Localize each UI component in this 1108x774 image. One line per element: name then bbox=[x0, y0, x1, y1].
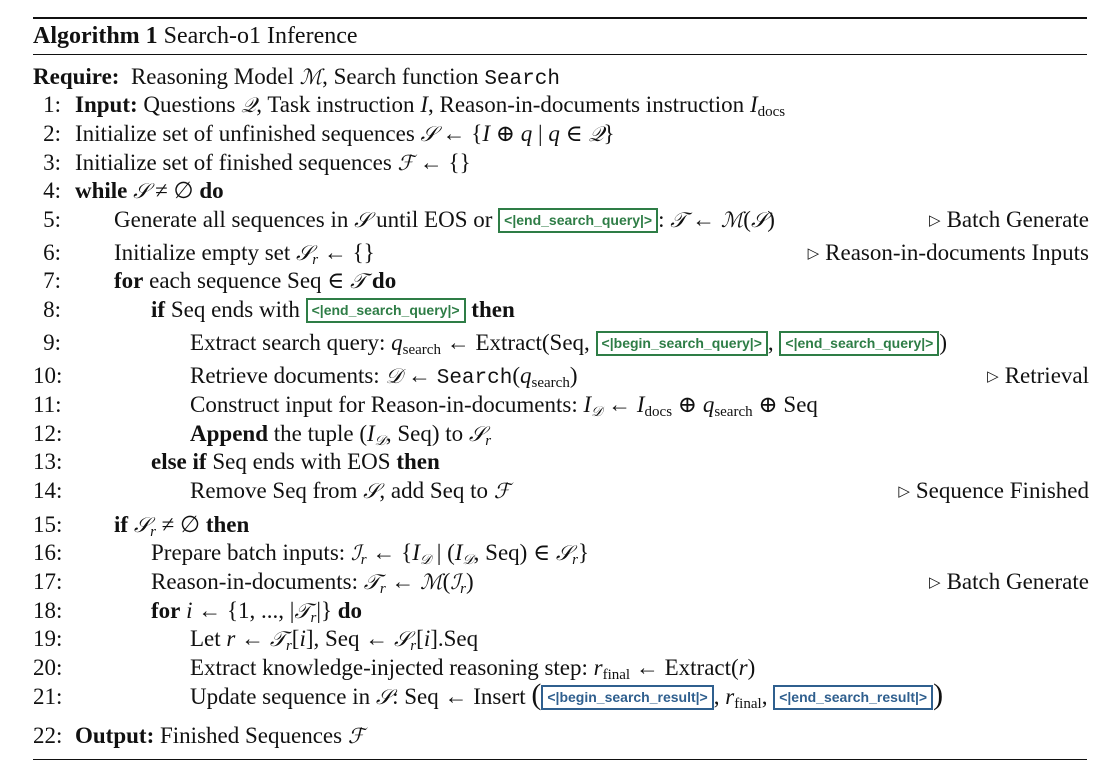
comment-batch-generate-2: ▷ Batch Generate bbox=[929, 569, 1089, 594]
end-search-query-token: <|end_search_query|> bbox=[306, 298, 466, 323]
comment-batch-generate: ▷ Batch Generate bbox=[929, 207, 1089, 232]
bottom-rule bbox=[33, 759, 1087, 760]
algo-line-1: 1: Input: Questions 𝒬, Task instruction I, Reason-in-documents instruction $I_{docs}$ bbox=[43, 92, 786, 120]
algorithm-title: Search-o1 Inference bbox=[163, 23, 358, 49]
algo-line-3: 3: Initialize set of finished sequences ℱ ← {} bbox=[43, 150, 471, 175]
algo-line-15: 15: if 𝒮$_r$ ≠ ∅ then bbox=[33, 512, 250, 540]
require-line: Require: Reasoning Model ℳ, Search function Search bbox=[33, 64, 560, 91]
algo-line-9: 9: Extract search query: $q_{search}$ ← Extract(Seq, <|begin_search_query|> , <|end_search_query|> ) bbox=[43, 330, 947, 358]
algo-line-16: 16: Prepare batch inputs: ℐ$_r$ ← {$I_𝒟$ | ($I_𝒟$, Seq) ∈ 𝒮$_r$} bbox=[33, 540, 590, 568]
algo-line-11: 11: Construct input for Reason-in-documents: $I_𝒟$ ← $I_{docs}$ ⊕ $q_{search}$ ⊕ Seq bbox=[33, 392, 818, 420]
header-rule bbox=[33, 54, 1087, 55]
algo-line-2: 2: Initialize set of unfinished sequences 𝒮 ← {I ⊕ q | q ∈ 𝒬} bbox=[43, 121, 615, 146]
comment-reason-inputs: ▷ Reason-in-documents Inputs bbox=[807, 240, 1089, 265]
algo-line-12: 12: Append the tuple ($I_𝒟$, Seq) to 𝒮$_r$ bbox=[33, 421, 492, 449]
end-search-result-token: <|end_search_result|> bbox=[773, 685, 933, 710]
top-rule bbox=[33, 17, 1087, 19]
algo-line-4: 4: while 𝒮 ≠ ∅ do bbox=[43, 178, 224, 203]
algo-line-14: 14: Remove Seq from 𝒮, add Seq to ℱ ▷ Sequence Finished bbox=[33, 476, 1089, 506]
begin-search-query-token: <|begin_search_query|> bbox=[596, 331, 768, 356]
algo-line-5: 5: Generate all sequences in 𝒮 until EOS or <|end_search_query|> : 𝒯 ← ℳ(𝒮) ▷ Batch Generate bbox=[33, 205, 1089, 235]
end-search-query-token: <|end_search_query|> bbox=[779, 331, 939, 356]
algo-line-8: 8: if Seq ends with <|end_search_query|> then bbox=[43, 297, 515, 322]
algorithm-label: Algorithm 1 bbox=[33, 23, 158, 49]
algo-line-10: 10: Retrieve documents: 𝒟 ← $Search(q_{search})$ ▷ Retrieval bbox=[33, 361, 1089, 391]
comment-retrieval: ▷ Retrieval bbox=[987, 363, 1089, 388]
algo-line-17: 17: Reason-in-documents: 𝒯$_r$ ← ℳ(ℐ$_r$) ▷ Batch Generate bbox=[33, 567, 1089, 597]
begin-search-result-token: <|begin_search_result|> bbox=[541, 685, 713, 710]
require-keyword: Require: bbox=[33, 64, 120, 89]
algo-line-6: 6: Initialize empty set 𝒮$_r$ ← {} ▷ Reason-in-documents Inputs bbox=[33, 238, 1089, 268]
search-function: Search bbox=[484, 68, 560, 91]
algo-line-21: 21: Update sequence in 𝒮: Seq ← Insert ( <|begin_search_result|> , $r_{final}$, <|end_search_result|> ) bbox=[33, 678, 944, 712]
algo-line-13: 13: else if Seq ends with EOS then bbox=[33, 449, 440, 474]
comment-sequence-finished: ▷ Sequence Finished bbox=[898, 478, 1089, 503]
algo-line-19: 19: Let r ← 𝒯$_r$[i], Seq ← 𝒮$_r$[i].Seq bbox=[33, 626, 479, 654]
algo-line-22: 22: Output: Finished Sequences ℱ bbox=[33, 723, 365, 748]
algo-line-20: 20: Extract knowledge-injected reasoning step: $r_{final}$ ← Extract(r) bbox=[33, 655, 756, 683]
algorithm-header bbox=[33, 22, 358, 50]
end-search-query-token: <|end_search_query|> bbox=[498, 208, 658, 233]
algo-line-7: 7: for each sequence Seq ∈ 𝒯 do bbox=[43, 268, 397, 293]
algo-line-18: 18: for i ← {1, ..., |𝒯$_r$|} do bbox=[33, 598, 363, 626]
